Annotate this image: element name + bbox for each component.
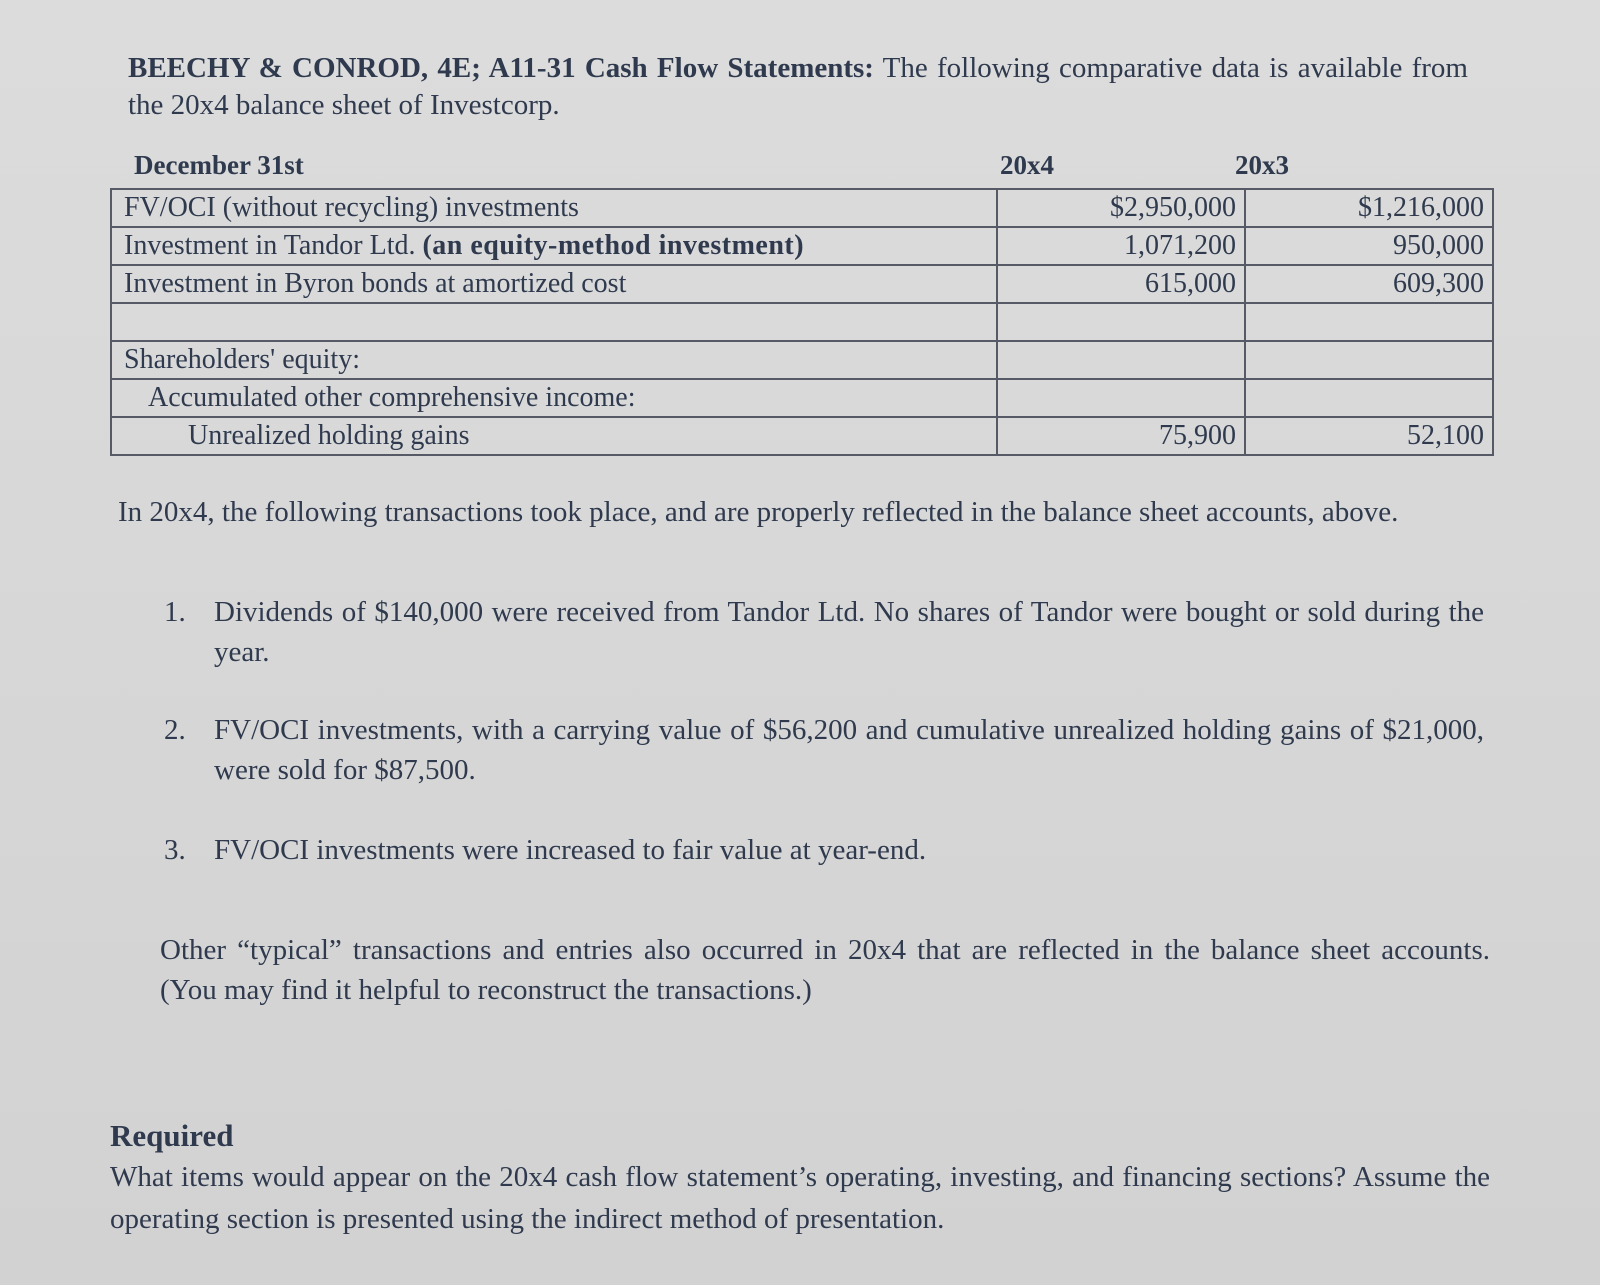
table-header-label: December 31st: [134, 150, 304, 180]
transactions-intro: In 20x4, the following transactions took place, and are properly reflected in the balance sheet accounts, above.: [118, 496, 1399, 528]
list-marker: 1.: [164, 596, 186, 628]
value-20x3: 609,300: [1245, 265, 1493, 303]
value-20x3: [1245, 379, 1493, 417]
value-20x4: [997, 379, 1245, 417]
row-label: Shareholders' equity:: [111, 341, 997, 379]
value-20x3: $1,216,000: [1245, 189, 1493, 227]
table-header-20x3: 20x3: [1235, 150, 1289, 180]
table-header-20x4: 20x4: [1000, 150, 1054, 180]
value-20x3: 950,000: [1245, 227, 1493, 265]
row-label: FV/OCI (without recycling) investments: [111, 189, 997, 227]
value-20x4: [997, 341, 1245, 379]
row-label: Accumulated other comprehensive income:: [111, 379, 997, 417]
equity-method-note: (an equity-method investment): [422, 230, 805, 261]
list-item-text: Dividends of $140,000 were received from Tandor Ltd. No shares of Tandor were bought or sold during the year.: [214, 596, 1484, 668]
value-20x3: [1245, 303, 1493, 341]
other-transactions-note: Other “typical” transactions and entries also occurred in 20x4 that are reflected in the balance sheet accounts. (You may find it helpful to reconstruct the transactions.): [160, 934, 1490, 1006]
value-20x3: [1245, 341, 1493, 379]
list-item: [164, 830, 1484, 870]
table-row: [111, 189, 1493, 227]
problem-heading: BEECHY & CONROD, 4E; A11-31 Cash Flow Statements:: [128, 52, 874, 84]
value-20x4: 1,071,200: [997, 227, 1245, 265]
table-row: [111, 341, 1493, 379]
balance-sheet-table: [110, 188, 1494, 456]
value-20x4: [997, 303, 1245, 341]
value-20x3: 52,100: [1245, 417, 1493, 455]
intro-text: The following comparative data is available from the 20x4 balance sheet of Investcorp.: [128, 52, 1468, 121]
list-marker: 2.: [164, 714, 186, 746]
table-row: [111, 303, 1493, 341]
row-label-plain: Investment in Tandor Ltd.: [124, 230, 423, 261]
list-marker: 3.: [164, 834, 186, 866]
required-heading: Required: [110, 1118, 234, 1153]
list-item: [164, 592, 1484, 672]
row-label: Unrealized holding gains: [111, 417, 997, 455]
intro-paragraph: [128, 50, 1468, 124]
required-question: What items would appear on the 20x4 cash flow statement’s operating, investing, and financing sections? Assume the operating section is presented using the indirect method of presentation.: [110, 1161, 1490, 1235]
list-item-text: FV/OCI investments were increased to fair value at year-end.: [214, 834, 927, 866]
value-20x4: 615,000: [997, 265, 1245, 303]
list-item-text: FV/OCI investments, with a carrying value of $56,200 and cumulative unrealized holding gains of $21,000, were sold for $87,500.: [214, 714, 1484, 786]
row-label: [111, 303, 997, 341]
table-row: [111, 227, 1493, 265]
table-row: [111, 265, 1493, 303]
value-20x4: $2,950,000: [997, 189, 1245, 227]
list-item: [164, 710, 1484, 790]
row-label: [111, 227, 997, 265]
row-label: Investment in Byron bonds at amortized cost: [111, 265, 997, 303]
value-20x4: 75,900: [997, 417, 1245, 455]
table-row: [111, 417, 1493, 455]
table-row: [111, 379, 1493, 417]
